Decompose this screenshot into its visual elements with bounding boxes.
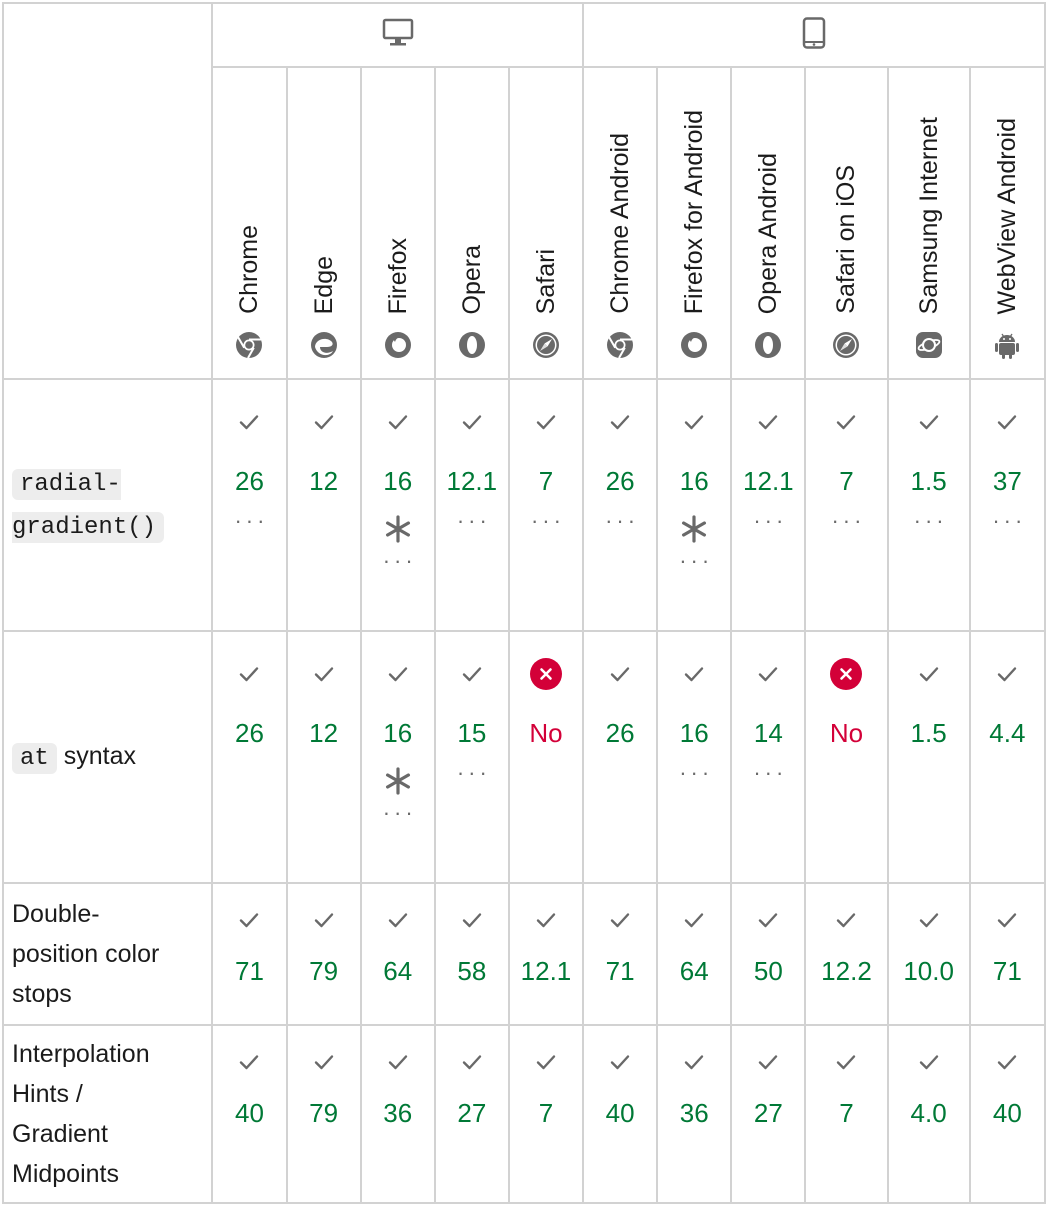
browser-label: Firefox: [383, 237, 412, 314]
support-cell[interactable]: [435, 379, 509, 631]
check-icon: [684, 414, 704, 430]
check-icon: [462, 666, 482, 682]
check-icon: [239, 912, 259, 928]
version-value: 64: [383, 956, 413, 986]
browser-header-opera-android: [731, 67, 805, 379]
browser-header-samsung-internet: [888, 67, 970, 379]
feature-text: Double- position color stops: [12, 900, 160, 1008]
version-value: 37: [992, 466, 1022, 496]
opera-icon: [457, 330, 487, 360]
check-icon: [836, 1054, 856, 1070]
browser-compat-table: [2, 2, 1046, 1204]
version-value: 16: [679, 718, 709, 748]
check-icon: [919, 912, 939, 928]
support-cell[interactable]: [287, 1025, 361, 1203]
check-icon: [684, 912, 704, 928]
version-value: 12.1: [446, 466, 498, 496]
version-value: No: [829, 718, 864, 748]
feature-text: syntax: [63, 741, 137, 770]
support-cell[interactable]: [361, 631, 435, 883]
chrome-icon: [605, 330, 635, 360]
support-cell[interactable]: [287, 631, 361, 883]
support-cell[interactable]: [888, 379, 970, 631]
check-icon: [388, 912, 408, 928]
check-icon: [536, 912, 556, 928]
support-cell[interactable]: [212, 631, 286, 883]
version-value: 14: [753, 718, 783, 748]
support-cell[interactable]: [287, 883, 361, 1025]
version-value: 40: [234, 1098, 264, 1128]
support-cell[interactable]: [888, 1025, 970, 1203]
support-cell[interactable]: [970, 379, 1045, 631]
table-corner: [3, 3, 212, 379]
support-cell[interactable]: [435, 1025, 509, 1203]
support-cell[interactable]: [435, 631, 509, 883]
support-cell[interactable]: [657, 379, 731, 631]
version-value: 1.5: [910, 718, 947, 748]
version-value: 40: [605, 1098, 635, 1128]
support-cell[interactable]: [583, 883, 657, 1025]
check-icon: [239, 414, 259, 430]
check-icon: [919, 414, 939, 430]
version-value: 26: [605, 466, 635, 496]
check-icon: [684, 1054, 704, 1070]
browser-label: Chrome Android: [606, 133, 635, 314]
check-icon: [239, 666, 259, 682]
mobile-icon: [802, 17, 826, 49]
platform-header-row: [3, 3, 1045, 67]
check-icon: [758, 1054, 778, 1070]
support-cell[interactable]: [805, 1025, 887, 1203]
feature-row: [3, 631, 1045, 883]
check-icon: [314, 912, 334, 928]
check-icon: [758, 666, 778, 682]
more-notes-icon[interactable]: ···: [831, 508, 866, 533]
more-notes-icon[interactable]: ···: [382, 800, 417, 825]
check-icon: [462, 1054, 482, 1070]
chrome-icon: [234, 330, 264, 360]
version-value: 16: [383, 466, 413, 496]
platform-desktop: [212, 3, 583, 67]
firefox-icon: [383, 330, 413, 360]
asterisk-icon: [383, 514, 413, 544]
more-notes-icon[interactable]: ···: [753, 760, 788, 785]
opera-icon: [753, 330, 783, 360]
support-cell[interactable]: [361, 1025, 435, 1203]
version-value: 12.2: [821, 956, 872, 986]
browser-label: Edge: [309, 255, 338, 314]
cross-icon: [530, 658, 562, 690]
version-value: 12: [309, 718, 339, 748]
version-value: 40: [992, 1098, 1022, 1128]
support-cell[interactable]: [970, 631, 1045, 883]
version-value: 16: [679, 466, 709, 496]
feature-row: [3, 883, 1045, 1025]
asterisk-icon: [679, 514, 709, 544]
support-cell[interactable]: [361, 883, 435, 1025]
version-value: 79: [309, 1098, 339, 1128]
version-value: 7: [538, 1098, 554, 1128]
support-cell[interactable]: [805, 631, 887, 883]
version-value: 64: [679, 956, 709, 986]
version-value: 7: [839, 1098, 854, 1128]
check-icon: [239, 1054, 259, 1070]
version-value: 79: [309, 956, 339, 986]
support-cell[interactable]: [970, 883, 1045, 1025]
browser-header-firefox-for-android: [657, 67, 731, 379]
more-notes-icon[interactable]: ···: [913, 508, 948, 533]
check-icon: [388, 1054, 408, 1070]
browser-label: Chrome: [235, 225, 264, 314]
check-icon: [610, 666, 630, 682]
check-icon: [462, 414, 482, 430]
browser-header-safari-on-ios: [805, 67, 887, 379]
check-icon: [997, 912, 1017, 928]
support-cell[interactable]: [731, 631, 805, 883]
version-value: 12.1: [520, 956, 572, 986]
browser-header-opera: [435, 67, 509, 379]
support-cell[interactable]: [731, 883, 805, 1025]
feature-code: at: [12, 743, 57, 774]
support-cell[interactable]: [888, 883, 970, 1025]
version-value: 26: [234, 466, 264, 496]
firefox-icon: [679, 330, 709, 360]
support-cell[interactable]: [805, 883, 887, 1025]
feature-row: [3, 1025, 1045, 1203]
support-cell[interactable]: [212, 883, 286, 1025]
support-cell[interactable]: [509, 631, 583, 883]
support-cell[interactable]: [287, 379, 361, 631]
desktop-icon: [382, 18, 414, 48]
check-icon: [610, 414, 630, 430]
version-value: 16: [383, 718, 413, 748]
feature-name: [3, 883, 212, 1025]
support-cell[interactable]: [583, 631, 657, 883]
more-notes-icon[interactable]: ···: [530, 508, 565, 533]
more-notes-icon[interactable]: ···: [605, 508, 640, 533]
browser-header-chrome: [212, 67, 286, 379]
browser-header-firefox: [361, 67, 435, 379]
check-icon: [919, 1054, 939, 1070]
support-cell[interactable]: [509, 1025, 583, 1203]
safari-icon: [831, 330, 861, 360]
check-icon: [536, 414, 556, 430]
browser-header-webview-android: [970, 67, 1045, 379]
support-cell[interactable]: [657, 631, 731, 883]
support-cell[interactable]: [657, 883, 731, 1025]
support-cell[interactable]: [657, 1025, 731, 1203]
browser-label: Opera: [457, 244, 486, 314]
version-value: 58: [457, 956, 487, 986]
check-icon: [836, 414, 856, 430]
edge-icon: [309, 330, 339, 360]
version-value: 27: [457, 1098, 487, 1128]
more-notes-icon[interactable]: ···: [382, 548, 417, 573]
support-cell[interactable]: [888, 631, 970, 883]
version-value: 4.4: [989, 718, 1026, 748]
check-icon: [314, 666, 334, 682]
version-value: 15: [457, 718, 487, 748]
version-value: 12.1: [743, 466, 794, 496]
support-cell[interactable]: [509, 883, 583, 1025]
feature-name: [3, 1025, 212, 1203]
check-icon: [836, 912, 856, 928]
check-icon: [997, 414, 1017, 430]
version-value: 1.5: [910, 466, 947, 496]
check-icon: [919, 666, 939, 682]
check-icon: [758, 912, 778, 928]
support-cell[interactable]: [212, 379, 286, 631]
platform-mobile: [583, 3, 1045, 67]
more-notes-icon[interactable]: ···: [679, 760, 714, 785]
check-icon: [388, 666, 408, 682]
version-value: 71: [605, 956, 635, 986]
support-cell[interactable]: [583, 379, 657, 631]
check-icon: [997, 666, 1017, 682]
check-icon: [610, 912, 630, 928]
version-value: 71: [234, 956, 264, 986]
support-cell[interactable]: [970, 1025, 1045, 1203]
safari-icon: [531, 330, 561, 360]
browser-label: Firefox for Android: [680, 109, 709, 314]
version-value: 10.0: [903, 956, 954, 986]
version-value: 7: [538, 466, 554, 496]
more-notes-icon[interactable]: ···: [753, 508, 788, 533]
feature-name: [3, 631, 212, 883]
support-cell[interactable]: [361, 379, 435, 631]
version-value: 26: [605, 718, 635, 748]
android-icon: [992, 330, 1022, 360]
check-icon: [684, 666, 704, 682]
version-value: 7: [839, 466, 854, 496]
support-cell[interactable]: [435, 883, 509, 1025]
check-icon: [314, 1054, 334, 1070]
more-notes-icon[interactable]: ···: [679, 548, 714, 573]
version-value: 71: [992, 956, 1022, 986]
more-notes-icon[interactable]: ···: [992, 508, 1027, 533]
support-cell[interactable]: [731, 379, 805, 631]
browser-header-edge: [287, 67, 361, 379]
support-cell[interactable]: [583, 1025, 657, 1203]
support-cell[interactable]: [212, 1025, 286, 1203]
check-icon: [758, 414, 778, 430]
more-notes-icon[interactable]: ···: [234, 508, 269, 533]
check-icon: [997, 1054, 1017, 1070]
version-value: 36: [679, 1098, 709, 1128]
browser-label: Samsung Internet: [914, 116, 943, 314]
more-notes-icon[interactable]: ···: [456, 760, 491, 785]
check-icon: [462, 912, 482, 928]
browser-label: WebView Android: [993, 117, 1022, 314]
version-value: No: [529, 718, 563, 748]
browser-label: Safari: [531, 248, 560, 314]
support-cell[interactable]: [805, 379, 887, 631]
check-icon: [388, 414, 408, 430]
browser-header-chrome-android: [583, 67, 657, 379]
support-cell[interactable]: [509, 379, 583, 631]
version-value: 50: [753, 956, 783, 986]
version-value: 12: [309, 466, 339, 496]
check-icon: [536, 1054, 556, 1070]
feature-row: [3, 379, 1045, 631]
cross-icon: [830, 658, 862, 690]
version-value: 4.0: [910, 1098, 947, 1128]
browser-header-safari: [509, 67, 583, 379]
check-icon: [314, 414, 334, 430]
version-value: 26: [234, 718, 264, 748]
version-value: 36: [383, 1098, 413, 1128]
asterisk-icon: [383, 766, 413, 796]
check-icon: [610, 1054, 630, 1070]
feature-text: Interpolation Hints / Gradient Midpoints: [12, 1040, 150, 1188]
samsung-icon: [914, 330, 944, 360]
version-value: 27: [753, 1098, 783, 1128]
feature-code: radial- gradient(): [12, 469, 164, 543]
browser-label: Opera Android: [754, 152, 783, 314]
support-cell[interactable]: [731, 1025, 805, 1203]
browser-label: Safari on iOS: [832, 165, 861, 314]
feature-name: [3, 379, 212, 631]
more-notes-icon[interactable]: ···: [456, 508, 491, 533]
